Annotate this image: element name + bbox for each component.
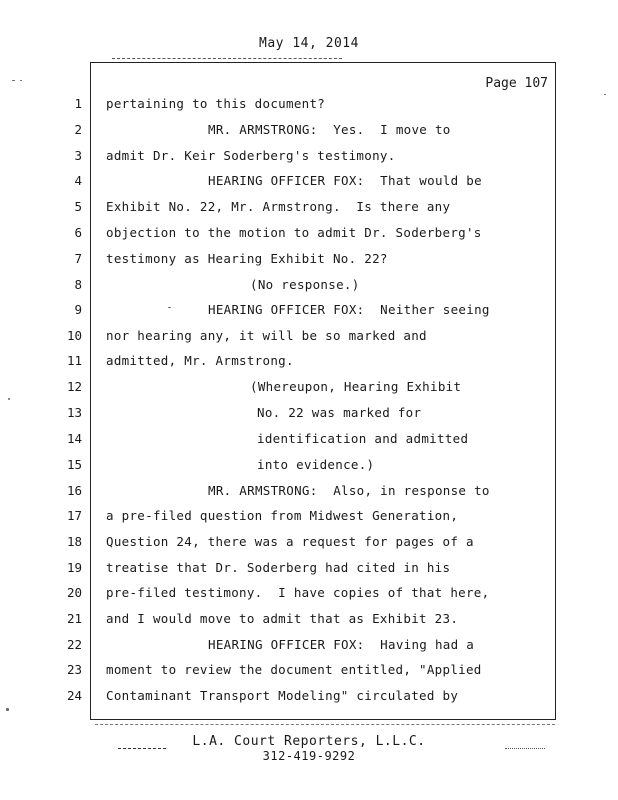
transcript-line: a pre-filed question from Midwest Generation, bbox=[106, 508, 459, 523]
line-number: 17 bbox=[66, 508, 82, 523]
transcript-line: Contaminant Transport Modeling" circulated by bbox=[106, 688, 459, 703]
line-number: 16 bbox=[66, 483, 82, 498]
scan-speck bbox=[168, 307, 171, 308]
line-number: 2 bbox=[74, 122, 82, 137]
scan-speck bbox=[6, 708, 9, 711]
transcript-line: HEARING OFFICER FOX: Neither seeing bbox=[208, 302, 490, 317]
transcript-line: nor hearing any, it will be so marked and bbox=[106, 328, 427, 343]
transcript-line: into evidence.) bbox=[257, 457, 375, 472]
transcript-line: MR. ARMSTRONG: Also, in response to bbox=[208, 483, 490, 498]
line-number: 21 bbox=[66, 611, 82, 626]
court-reporter-phone: 312-419-9292 bbox=[262, 749, 356, 763]
scan-speck bbox=[12, 80, 15, 81]
transcript-line: (No response.) bbox=[250, 277, 360, 292]
line-number: 20 bbox=[66, 585, 82, 600]
line-number: 22 bbox=[66, 637, 82, 652]
transcript-line: testimony as Hearing Exhibit No. 22? bbox=[106, 251, 388, 266]
transcript-line: admit Dr. Keir Soderberg's testimony. bbox=[106, 148, 396, 163]
transcript-line: Exhibit No. 22, Mr. Armstrong. Is there any bbox=[106, 199, 451, 214]
frame-top-rule bbox=[112, 58, 342, 59]
line-number: 13 bbox=[66, 405, 82, 420]
transcript-line: No. 22 was marked for bbox=[257, 405, 422, 420]
transcript-date: May 14, 2014 bbox=[259, 36, 359, 51]
transcript-line: Question 24, there was a request for pages of a bbox=[106, 534, 474, 549]
transcript-line: HEARING OFFICER FOX: That would be bbox=[208, 173, 482, 188]
scan-speck bbox=[20, 80, 22, 81]
line-number: 24 bbox=[66, 688, 82, 703]
line-number: 19 bbox=[66, 560, 82, 575]
line-number: 10 bbox=[66, 328, 82, 343]
court-reporter-name: L.A. Court Reporters, L.L.C. bbox=[192, 734, 426, 749]
line-number: 7 bbox=[74, 251, 82, 266]
page-number: Page 107 bbox=[485, 76, 548, 91]
line-number: 18 bbox=[66, 534, 82, 549]
transcript-line: MR. ARMSTRONG: Yes. I move to bbox=[208, 122, 451, 137]
transcript-line: (Whereupon, Hearing Exhibit bbox=[250, 379, 462, 394]
line-number: 12 bbox=[66, 379, 82, 394]
scan-speck bbox=[8, 398, 10, 400]
transcript-line: and I would move to admit that as Exhibit 23. bbox=[106, 611, 459, 626]
line-number: 15 bbox=[66, 457, 82, 472]
line-number: 11 bbox=[66, 353, 82, 368]
line-number: 9 bbox=[74, 302, 82, 317]
transcript-line: objection to the motion to admit Dr. Soderberg's bbox=[106, 225, 482, 240]
transcript-line: pre-filed testimony. I have copies of that here, bbox=[106, 585, 490, 600]
frame-bottom-rule bbox=[95, 724, 555, 725]
transcript-line: moment to review the document entitled, "Applied bbox=[106, 662, 482, 677]
line-number: 1 bbox=[74, 96, 82, 111]
transcript-line: HEARING OFFICER FOX: Having had a bbox=[208, 637, 475, 652]
line-number: 6 bbox=[74, 225, 82, 240]
transcript-line: treatise that Dr. Soderberg had cited in his bbox=[106, 560, 451, 575]
line-number: 3 bbox=[74, 148, 82, 163]
line-number: 8 bbox=[74, 277, 82, 292]
line-number: 4 bbox=[74, 173, 82, 188]
transcript-line: identification and admitted bbox=[257, 431, 469, 446]
line-number: 5 bbox=[74, 199, 82, 214]
transcript-line: pertaining to this document? bbox=[106, 96, 326, 111]
transcript-line: admitted, Mr. Armstrong. bbox=[106, 353, 294, 368]
scan-speck bbox=[604, 94, 606, 95]
line-number: 23 bbox=[66, 662, 82, 677]
line-number: 14 bbox=[66, 431, 82, 446]
